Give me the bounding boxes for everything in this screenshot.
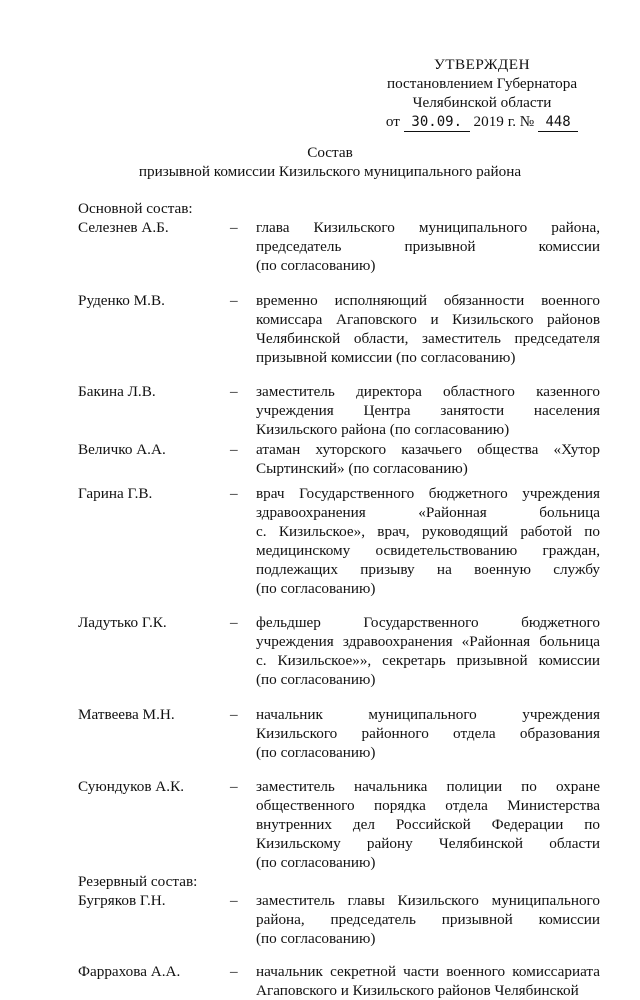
document-title [60, 143, 600, 181]
dash-separator: – [230, 614, 238, 631]
description-line: фельдшер Государственного бюджетного [256, 614, 600, 631]
dash-separator: – [230, 292, 238, 309]
member-description [256, 962, 600, 1000]
member-row [78, 962, 600, 1000]
row-spacer [78, 762, 600, 777]
description-line: (по согласованию) [256, 257, 376, 274]
dash-separator: – [230, 706, 238, 723]
description-line: района, председатель призывной комиссии [256, 911, 600, 928]
approval-line-2: Челябинской области [412, 94, 552, 111]
member-name: Матвеева М.Н. [78, 706, 175, 723]
row-spacer [78, 367, 600, 382]
member-name: Величко А.А. [78, 441, 166, 458]
description-line: общественного порядка отдела Министерства [256, 797, 600, 814]
approval-block [372, 55, 592, 132]
description-line: медицинскому освидетельствованию граждан, [256, 542, 600, 559]
member-description [256, 705, 600, 762]
description-line: врач Государственного бюджетного учреждения [256, 485, 600, 502]
member-description [256, 440, 600, 478]
description-line: Кизильскому району Челябинской области [256, 835, 600, 852]
description-line: Челябинской области, заместитель председателя [256, 330, 600, 347]
description-line: заместитель директора областного казенного [256, 383, 600, 400]
approval-line-1: постановлением Губернатора [386, 75, 578, 92]
description-line: председатель призывной комиссии [256, 238, 600, 255]
member-row [78, 440, 600, 478]
member-description [256, 777, 600, 872]
member-row [78, 291, 600, 367]
member-row [78, 484, 600, 598]
member-name: Бугряков Г.Н. [78, 892, 166, 909]
description-line: (по согласованию) [256, 930, 376, 947]
description-line: комиссара Агаповского и Кизильского районов [256, 311, 600, 328]
member-name: Селезнев А.Б. [78, 219, 169, 236]
description-line: учреждения здравоохранения «Районная больница [256, 633, 600, 650]
description-line: учреждения Центра занятости населения [256, 402, 600, 419]
description-line: внутренних дел Российской Федерации по [256, 816, 600, 833]
description-line: заместитель главы Кизильского муниципального [256, 892, 600, 909]
member-row [78, 891, 600, 948]
description-line: Сыртинский» (по согласованию) [256, 460, 468, 477]
member-description [256, 613, 600, 689]
member-name: Ладутько Г.К. [78, 614, 167, 631]
description-line: (по согласованию) [256, 671, 376, 688]
row-spacer [78, 598, 600, 613]
dash-separator: – [230, 963, 238, 980]
member-row [78, 218, 600, 275]
description-line: Кизильского районного отдела образования [256, 725, 600, 742]
description-line: (по согласованию) [256, 580, 376, 597]
date-day-field: 30.09. [404, 114, 470, 132]
dash-separator: – [230, 778, 238, 795]
description-line: временно исполняющий обязанности военного [256, 292, 600, 309]
description-line: подлежащих призыву на военную службу [256, 561, 600, 578]
description-line: Кизильского района (по согласованию) [256, 421, 510, 438]
dash-separator: – [230, 485, 238, 502]
member-description [256, 382, 600, 439]
date-prefix: от [385, 113, 400, 130]
description-line: начальник секретной части военного комиссариата [256, 963, 600, 980]
decree-number-field: 448 [538, 114, 578, 132]
description-line: атаман хуторского казачьего общества «Хутор [256, 441, 600, 458]
member-name: Бакина Л.В. [78, 383, 156, 400]
row-spacer [78, 689, 600, 705]
description-line: здравоохранения «Районная больница [256, 504, 600, 521]
member-name: Руденко М.В. [78, 292, 165, 309]
dash-separator: – [230, 219, 238, 236]
title-line-1: Состав [307, 144, 353, 161]
main-section-label: Основной состав: [78, 200, 193, 217]
description-line: начальник муниципального учреждения [256, 706, 600, 723]
member-description [256, 218, 600, 275]
member-row [78, 613, 600, 689]
description-line: (по согласованию) [256, 854, 376, 871]
description-line: глава Кизильского муниципального района, [256, 219, 600, 236]
description-line: (по согласованию) [256, 744, 376, 761]
description-line: Агаповского и Кизильского районов Челябинской [256, 982, 579, 999]
description-line: с. Кизильское», врач, руководящий работой по [256, 523, 600, 540]
reserve-section-label: Резервный состав: [78, 873, 198, 890]
approval-date-line [372, 112, 592, 132]
reserve-members-list [78, 891, 600, 1000]
dash-separator: – [230, 441, 238, 458]
member-row [78, 382, 600, 439]
description-line: заместитель начальника полиции по охране [256, 778, 600, 795]
member-name: Гарина Г.В. [78, 485, 153, 502]
dash-separator: – [230, 383, 238, 400]
member-description [256, 891, 600, 948]
approval-heading: УТВЕРЖДЕН [433, 56, 531, 73]
member-row [78, 777, 600, 872]
dash-separator: – [230, 892, 238, 909]
member-description [256, 291, 600, 367]
description-line: призывной комиссии (по согласованию) [256, 349, 516, 366]
member-row [78, 705, 600, 762]
row-spacer [78, 275, 600, 291]
title-line-2: призывной комиссии Кизильского муниципального района [138, 163, 522, 180]
main-members-list [78, 218, 600, 872]
date-year: 2019 г. № [473, 113, 535, 130]
row-spacer [78, 948, 600, 962]
member-name: Суюндуков А.К. [78, 778, 185, 795]
description-line: с. Кизильское»», секретарь призывной комиссии [256, 652, 600, 669]
commission-list [78, 199, 600, 1000]
member-name: Фаррахова А.А. [78, 963, 181, 980]
member-description [256, 484, 600, 598]
